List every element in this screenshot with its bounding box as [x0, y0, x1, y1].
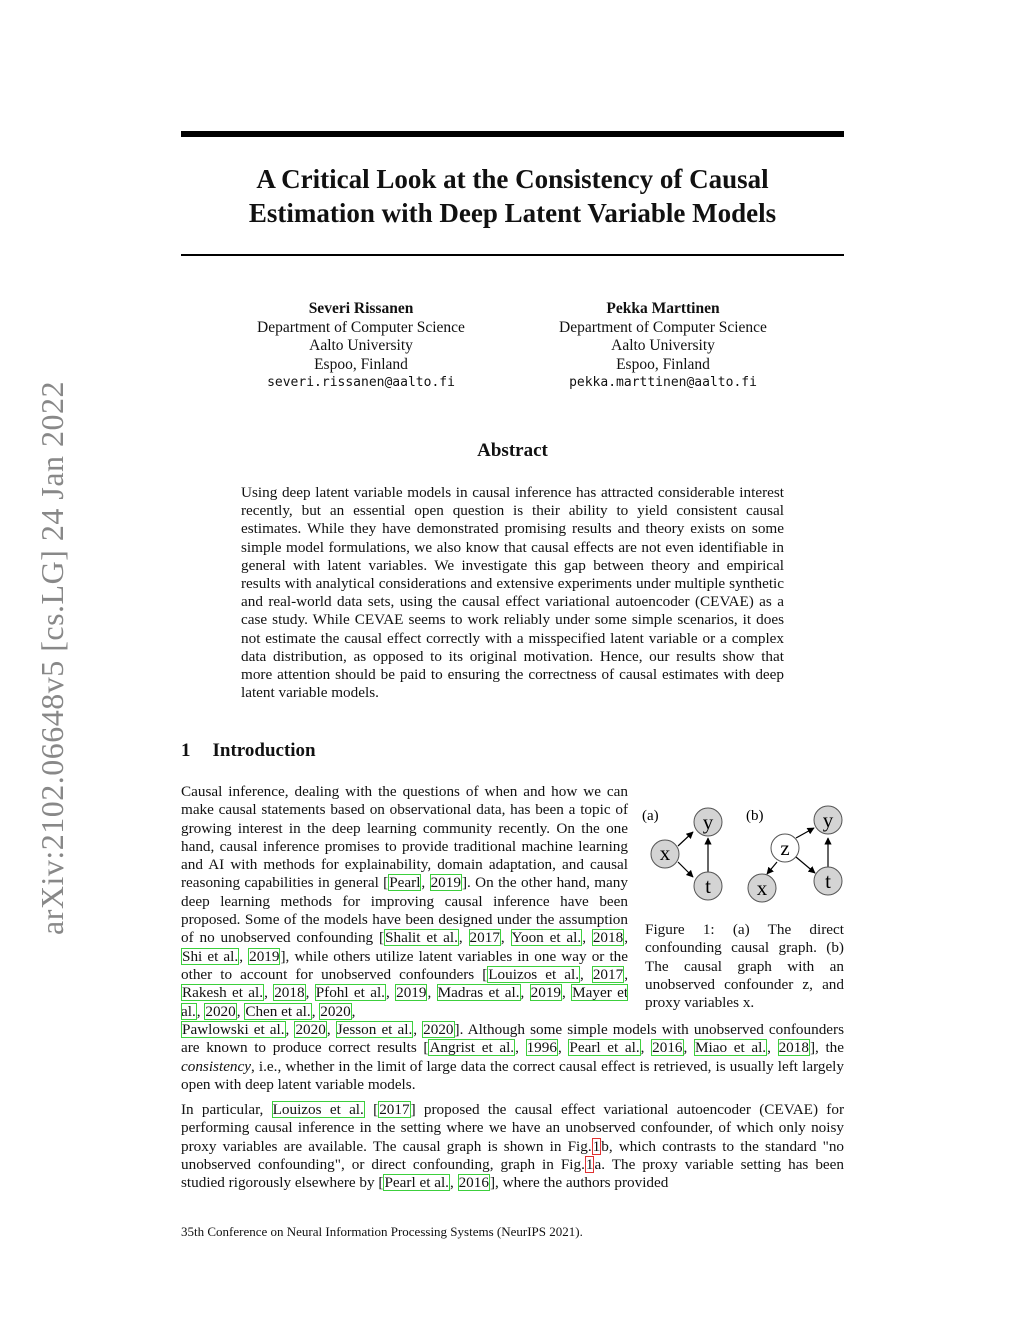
text-run: ,: [305, 984, 315, 1002]
text-run: ,: [385, 984, 396, 1002]
text-run: ,: [500, 929, 511, 947]
node-y-label: y: [702, 810, 714, 834]
text-run: a. The proxy variable setting has been studied rigorously elsewhere by [: [181, 1155, 844, 1192]
author-location: Espoo, Finland: [616, 355, 710, 373]
causal-graph-figure: [640, 800, 850, 910]
edge-z-x: [767, 862, 777, 874]
citation-link[interactable]: 2020: [320, 1002, 351, 1020]
author-department: Department of Computer Science: [559, 318, 767, 336]
citation-link[interactable]: Miao et al.: [694, 1039, 767, 1057]
node-t-label: t: [825, 869, 831, 893]
citation-link[interactable]: 2019: [430, 874, 461, 892]
citation-link[interactable]: 2020: [423, 1021, 454, 1038]
text-run: ,: [683, 1039, 694, 1057]
subfigure-label-b: (b): [746, 808, 764, 824]
citation-link[interactable]: Pearl: [389, 874, 421, 892]
text-run: ,: [458, 929, 469, 947]
text-run: ,: [624, 965, 628, 983]
citation-link[interactable]: 2020: [205, 1002, 236, 1020]
node-x-label: x: [756, 876, 768, 900]
text-run: ,: [239, 947, 249, 965]
text-run: ,: [515, 1039, 526, 1057]
subfigure-label-a: (a): [642, 808, 659, 824]
edge-z-y: [796, 828, 814, 838]
citation-link[interactable]: Pawlowski et al.: [182, 1021, 285, 1038]
edge-x-y: [678, 832, 693, 846]
citation-link[interactable]: Louizos et al.: [272, 1101, 364, 1118]
text-run: In particular,: [181, 1101, 272, 1118]
emphasis-text: consistency: [181, 1057, 252, 1075]
text-run: ,: [427, 984, 437, 1002]
text-run: ]. On the other hand, many deep learning methods for improving causal inference have been proposed. Some of the models have been designed under the assumption of no unobserved confounding [: [181, 874, 628, 947]
body-paragraph-2: [181, 1101, 844, 1192]
author-university: Aalto University: [611, 337, 715, 354]
node-t-label: t: [705, 874, 711, 898]
citation-link[interactable]: 2019: [530, 984, 562, 1002]
citation-link[interactable]: 2018: [274, 984, 305, 1002]
title-bottom-rule: [181, 254, 844, 256]
citation-link[interactable]: 1996: [526, 1039, 557, 1057]
text-run: [: [364, 1101, 379, 1118]
conference-footer: 35th Conference on Neural Information Processing Systems (NeurIPS 2021).: [181, 1224, 583, 1239]
text-run: ] proposed the causal effect variational autoencoder (CEVAE) for performing causal inference in the setting where we have an unobserved confounder, of which only noisy proxy variables are available. The causal graph is shown in Fig.: [181, 1101, 845, 1155]
citation-link[interactable]: Mayer et al.: [181, 984, 629, 1020]
text-run: , i.e., whether in the limit of large data the correct causal effect is retrieved, is usually left largely open with deep latent variable models.: [181, 1057, 844, 1093]
citation-link[interactable]: Shalit et al.: [385, 929, 458, 947]
figure-caption: Figure 1: (a) The direct confounding causal graph. (b) The causal graph with an unobserved confounder z, and proxy variables x.: [645, 921, 844, 1012]
paper-title: [181, 162, 844, 230]
citation-link[interactable]: Jesson et al.: [336, 1021, 413, 1038]
text-run: ,: [557, 1039, 569, 1057]
citation-link[interactable]: 2019: [249, 947, 280, 965]
author-email[interactable]: severi.rissanen@aalto.fi: [267, 375, 455, 390]
citation-link[interactable]: 2020: [295, 1021, 326, 1038]
text-run: ,: [449, 1174, 458, 1192]
citation-link[interactable]: 2018: [592, 929, 624, 947]
citation-link[interactable]: Chen et al.: [245, 1002, 311, 1020]
citation-link[interactable]: Louizos et al.: [488, 965, 579, 983]
section-heading: [181, 740, 316, 762]
citation-link[interactable]: 2016: [458, 1174, 489, 1192]
edge-x-t: [678, 862, 693, 877]
node-z-label: z: [780, 836, 790, 860]
citation-link[interactable]: Yoon et al.: [511, 929, 582, 947]
text-run: ,: [520, 984, 530, 1002]
text-run: ,: [351, 1002, 356, 1020]
citation-link[interactable]: Angrist et al.: [429, 1039, 515, 1057]
abstract-text: Using deep latent variable models in causal inference has attracted considerable interest recently, but an essential open question is their ability to yield consistent causal estimates. While they have demonstrated promising results and theory exists on some simple model formulations, we also know that causal effects are not even identifiable in general with latent variables. We investigate this gap between theory and empirical results with analytical considerations and extensive experiments under multiple synthetic and real-world data sets, using the causal effect variational autoencoder (CEVAE) as a case study. While CEVAE seems to work reliably under some simple scenarios, it does not estimate the causal effect correctly with a misspecified latent variable or a complex data distribution, as opposed to its original motivation. Hence, our results show that more attention should be paid to ensuring the correctness of causal estimates with deep latent variable models.: [241, 484, 784, 702]
text-run: ,: [285, 1021, 295, 1038]
author-block-2: [513, 300, 813, 393]
citation-link[interactable]: 2019: [396, 984, 427, 1002]
arxiv-identifier: arXiv:2102.06648v5 [cs.LG] 24 Jan 2022: [34, 380, 70, 935]
abstract-heading: Abstract: [477, 440, 548, 461]
citation-link[interactable]: Madras et al.: [437, 984, 520, 1002]
section-title: Introduction: [212, 740, 316, 761]
author-block-1: [211, 300, 511, 393]
edge-z-t: [796, 857, 815, 873]
intro-paragraph: [181, 783, 628, 1021]
text-run: ,: [413, 1021, 423, 1038]
text-run: ,: [767, 1039, 778, 1057]
author-name: Pekka Marttinen: [606, 300, 720, 317]
citation-link[interactable]: 2016: [652, 1039, 683, 1057]
section-number: 1: [181, 740, 191, 761]
citation-link[interactable]: 2017: [592, 965, 624, 983]
text-run: ,: [640, 1039, 652, 1057]
author-name: Severi Rissanen: [308, 300, 414, 317]
citation-link[interactable]: Shi et al.: [182, 947, 239, 965]
citation-link[interactable]: Pearl et al.: [569, 1039, 640, 1057]
citation-link[interactable]: Rakesh et al.: [182, 984, 264, 1002]
text-run: ], the: [809, 1039, 845, 1057]
text-run: ], while others utilize latent variables in one way or the other to account for unobserved confounders [: [181, 947, 629, 983]
node-y-label: y: [822, 808, 834, 832]
citation-link[interactable]: 2017: [469, 929, 500, 947]
text-run: ], where the authors provided: [489, 1174, 669, 1192]
figure-reference-link[interactable]: 1: [592, 1137, 601, 1155]
citation-link[interactable]: 2018: [778, 1039, 809, 1057]
intro-paragraph-continued: [181, 1021, 844, 1094]
text-run: ,: [582, 929, 592, 947]
text-run: ]. Although some simple models with unobserved confounders are known to produce correct results [: [181, 1021, 845, 1057]
author-university: Aalto University: [309, 337, 413, 354]
author-location: Espoo, Finland: [314, 355, 408, 373]
text-run: ,: [196, 1002, 205, 1020]
author-email[interactable]: pekka.marttinen@aalto.fi: [569, 375, 757, 390]
citation-link[interactable]: Pearl et al.: [384, 1174, 449, 1192]
title-line-2: Estimation with Deep Latent Variable Models: [248, 198, 777, 228]
figure-reference-link[interactable]: 1: [585, 1155, 594, 1173]
author-department: Department of Computer Science: [257, 318, 465, 336]
text-run: ,: [562, 984, 572, 1002]
text-run: ,: [264, 984, 274, 1002]
text-run: ,: [421, 874, 430, 892]
title-line-1: A Critical Look at the Consistency of Causal: [256, 164, 769, 194]
text-run: ,: [236, 1002, 245, 1020]
citation-link[interactable]: 2017: [379, 1101, 410, 1118]
text-run: ,: [580, 965, 592, 983]
text-run: ,: [326, 1021, 336, 1038]
text-run: Causal inference, dealing with the questions of when and how we can make causal statements based on observational data, has been a topic of growing interest in the deep learning community recently. On the one hand, causal inference promises to provide traditional machine learning and AI with methods for explainability, domain adaptation, and causal reasoning capabilities in general [: [181, 783, 628, 892]
text-run: ,: [311, 1002, 320, 1020]
text-run: ,: [624, 929, 628, 947]
text-run: b, which contrasts to the standard "no unobserved confounding", or direct confounding, graph in Fig.: [181, 1137, 845, 1173]
citation-link[interactable]: Pfohl et al.: [315, 984, 385, 1002]
node-x-label: x: [659, 841, 671, 865]
title-top-rule: [181, 131, 844, 137]
